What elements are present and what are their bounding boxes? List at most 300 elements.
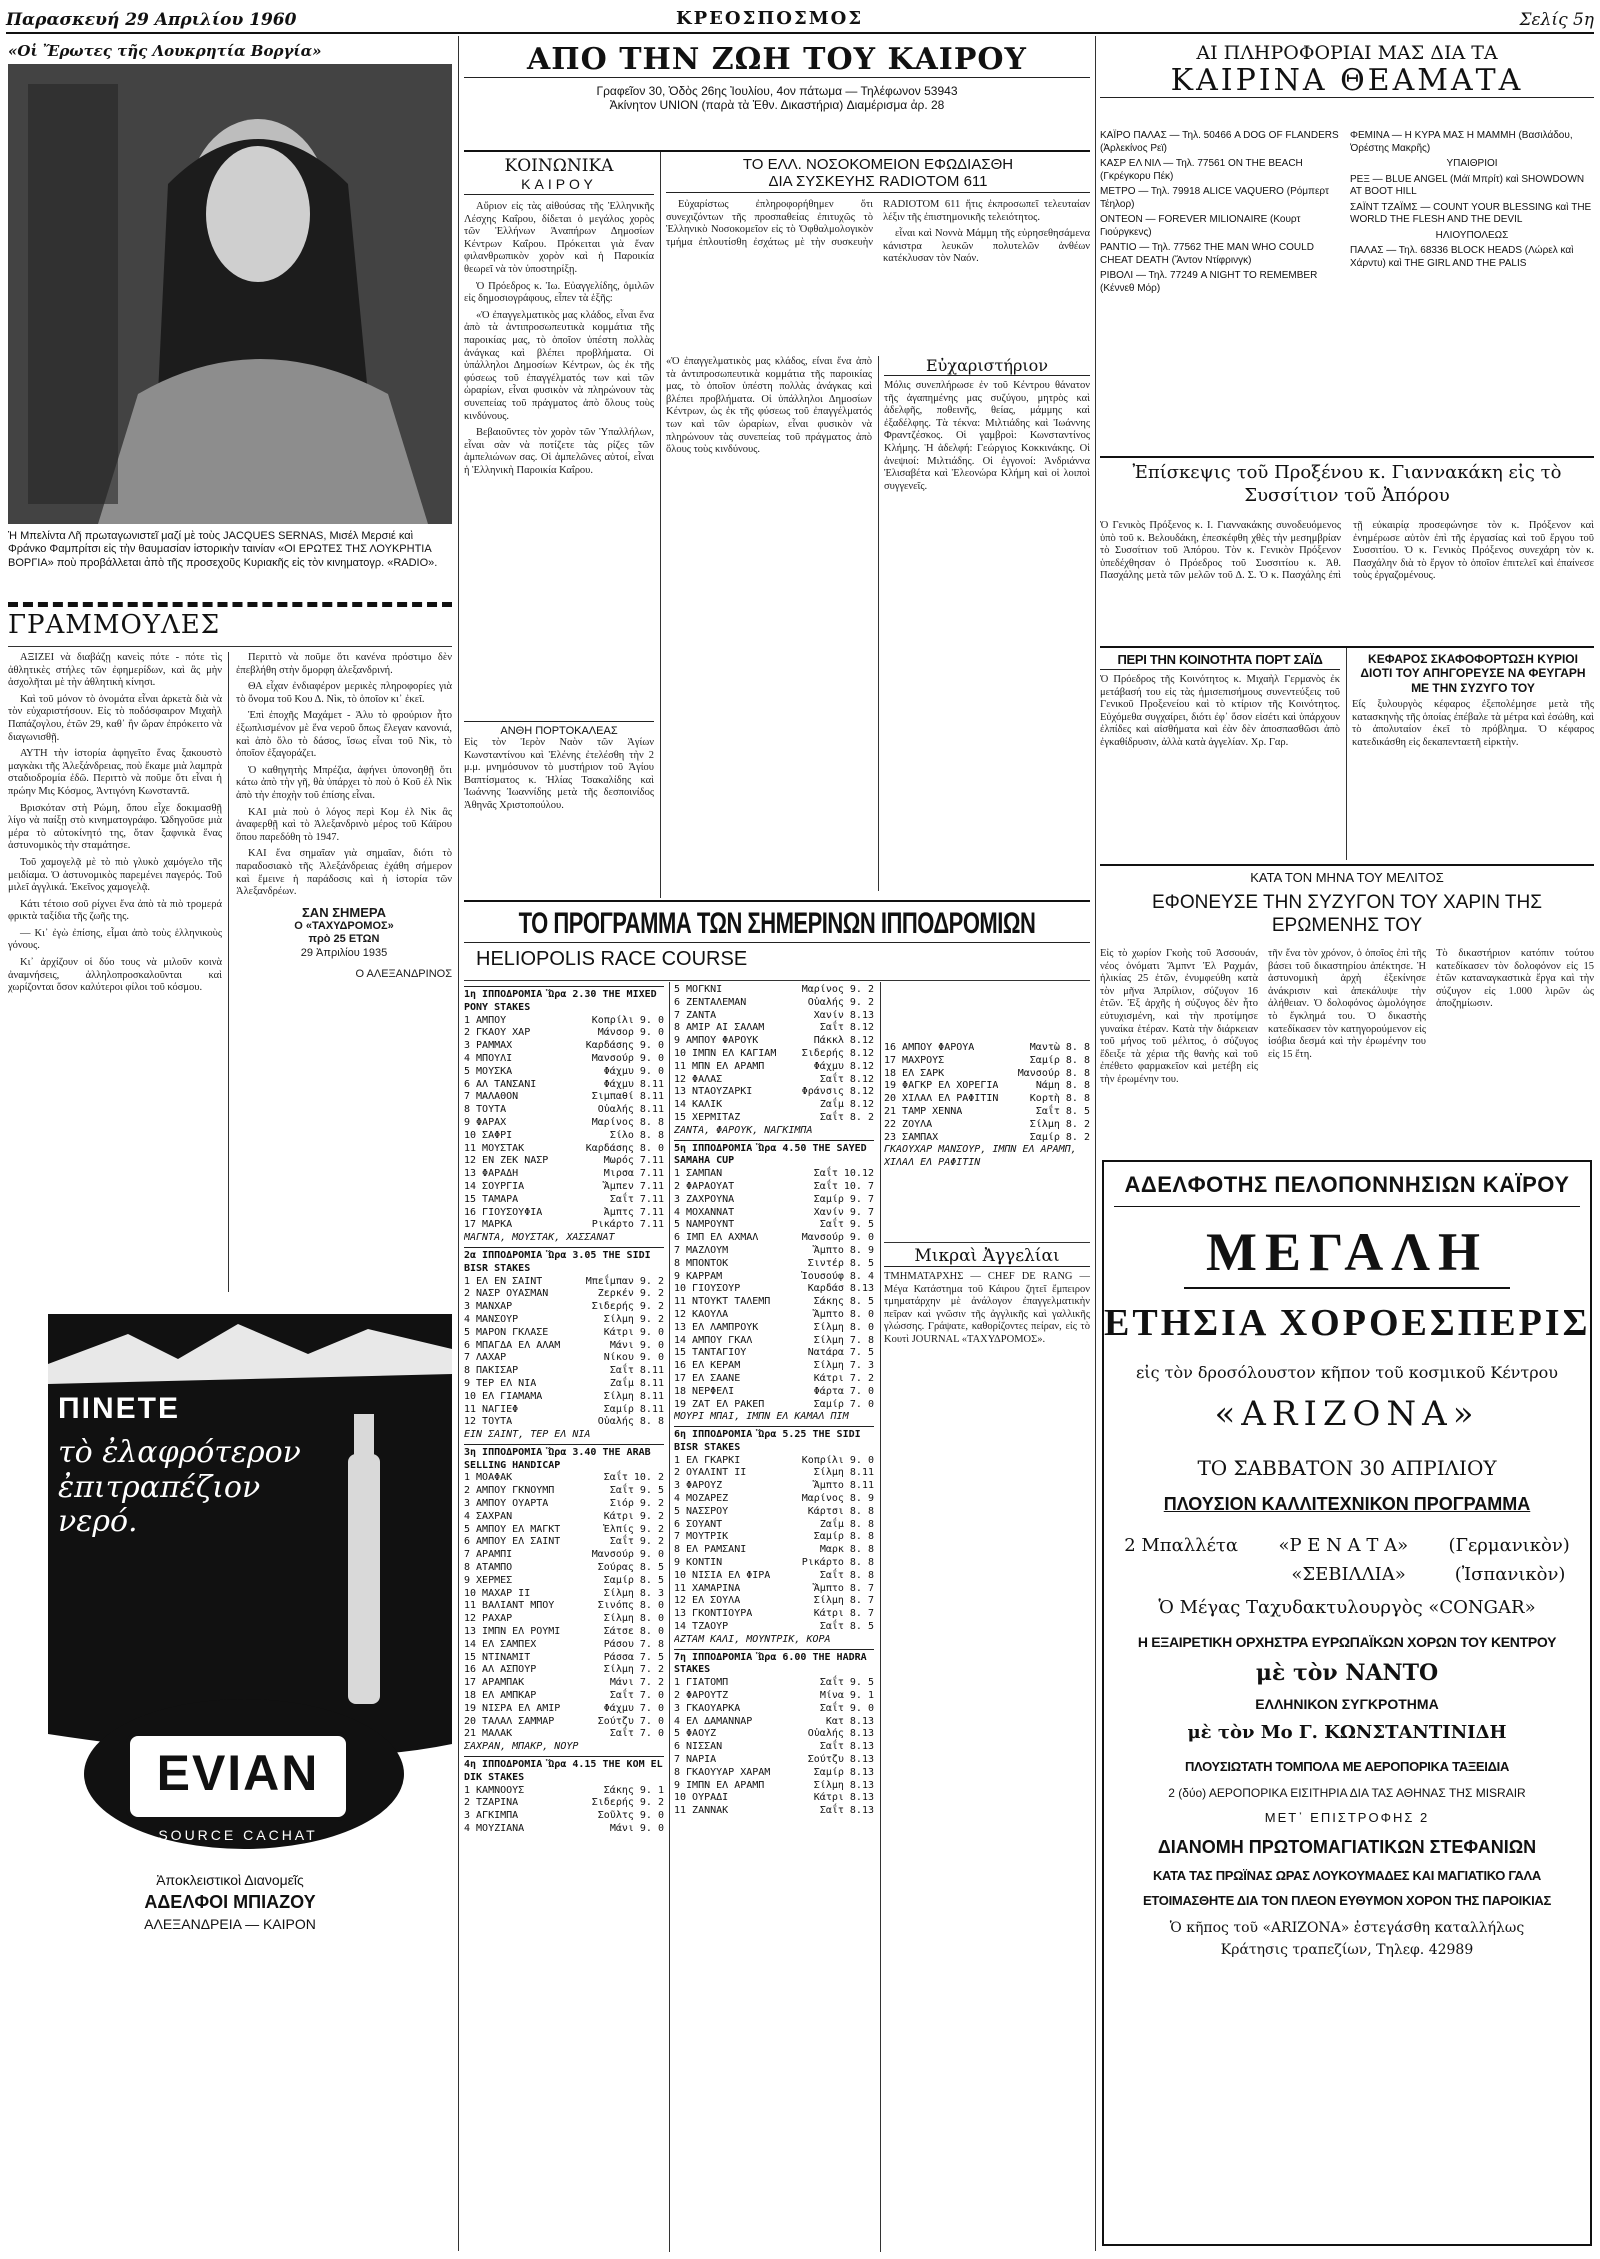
thanks-section xyxy=(884,356,1090,680)
race-entry xyxy=(464,1040,664,1053)
race-entry xyxy=(464,1143,664,1156)
race-entry xyxy=(674,1335,874,1348)
race-entry xyxy=(674,1703,874,1716)
race-entry xyxy=(674,1805,874,1818)
horse-name: 1 ΕΛ ΕΝ ΣΑΪΝΤ xyxy=(464,1275,543,1287)
jockey-weight: Φάχμυ 8.12 xyxy=(813,1060,874,1072)
race-entry xyxy=(674,1583,874,1596)
horse-name: 7 ΜΑΖΛΟΥΜ xyxy=(674,1244,729,1256)
race-entry xyxy=(464,1391,664,1404)
horse-name: 14 ΑΜΠΟΥ ΓΚΑΛ xyxy=(674,1334,753,1346)
race-column-3 xyxy=(884,1042,1090,1242)
jockey-weight: Κάτρι 7. 2 xyxy=(813,1372,874,1384)
horse-name: 17 ΜΑΡΚΑ xyxy=(464,1219,513,1231)
horse-name: 10 ΙΜΠΝ ΕΛ ΚΑΓΙΑΜ xyxy=(674,1047,777,1059)
jockey-weight: Σίλμη 8. 7 xyxy=(813,1595,874,1607)
jockey-weight: Σαΐτ 9. 0 xyxy=(819,1702,874,1714)
horse-name: 11 ΧΑΜΑΡΙΝΑ xyxy=(674,1582,741,1594)
cinema-title-2: ΚΑΙΡΙΝΑ ΘΕΑΜΑΤΑ xyxy=(1100,64,1594,98)
jockey-weight: Νατάρα 7. 5 xyxy=(807,1347,874,1359)
race-entry xyxy=(464,1027,664,1040)
race-header: 2α ΙΠΠΟΔΡΟΜΙΑ Ὥρα 3.05 THE SIDI BISR STAKES xyxy=(464,1247,664,1276)
jockey-weight: Ἐλπίς 9. 2 xyxy=(603,1523,664,1535)
horse-name: 7 ΝΑΡΙΑ xyxy=(674,1754,717,1766)
jockey-weight: Σαΐτ 7. 0 xyxy=(609,1728,664,1740)
race-entry xyxy=(884,1080,1090,1093)
race-entry xyxy=(674,1074,874,1087)
horse-name: 2 ΝΑΣΡ ΟΥΑΣΜΑΝ xyxy=(464,1288,549,1300)
jockey-weight: Μάνι 9. 0 xyxy=(609,1339,664,1351)
race-entry xyxy=(464,1365,664,1378)
horse-name: 11 ΝΑΓΙΕΦ xyxy=(464,1403,519,1415)
jockey-weight: Ἄμπτο 8. 7 xyxy=(813,1582,874,1594)
race-entry xyxy=(884,1106,1090,1119)
race-entry xyxy=(674,1519,874,1532)
jockey-weight: Σάκης 8. 5 xyxy=(813,1296,874,1308)
meleto-col3: Τὸ δικαστήριον κατόπιν τούτου κατεδίκασεν τὸν δολοφόνον εἰς 15 ἐτῶν καταναγκαστικὰ ἔργα καὶ τὴν σύζυγον εἰς 1.000 λιρῶν ὡς ἀποζημίωσιν. xyxy=(1436,948,1594,1010)
race-entry xyxy=(884,1068,1090,1081)
race-entry xyxy=(674,1048,874,1061)
evian-source: SOURCE CACHAT xyxy=(158,1827,318,1843)
race-entry xyxy=(464,1562,664,1575)
horse-name: 3 ΦΑΡΟΥΖ xyxy=(674,1480,723,1492)
jockey-weight: Σίλο 8. 8 xyxy=(609,1129,664,1141)
race-entry xyxy=(674,1283,874,1296)
section-rule xyxy=(464,980,1090,981)
evian-brand: EVIAN xyxy=(156,1745,320,1801)
race-entry xyxy=(464,1314,664,1327)
paragraph: Ὁ καθηγητὴς Μπρέζια, ἀφήνει ὑπονοηθῇ ὅτι κάτω ἀπὸ τὴν γῆ, θὰ ὑπάρχει τὸ ποὺ ὁ Κοῦ ἐλ Νὶκ ἀπὸ τὴν ἐποχὴν τοῦ ἐπίσης εἶναι. xyxy=(236,764,452,801)
horse-name: 7 ΖΑΝΤΑ xyxy=(674,1009,717,1021)
horse-name: 4 ΜΟΥΖΙΑΝΑ xyxy=(464,1823,525,1834)
jockey-weight: Σιδερής 9. 2 xyxy=(591,1301,664,1313)
ballet-origin: (Γερμανικὸν) xyxy=(1448,1535,1570,1556)
evian-dist-name: ΑΔΕΛΦΟΙ ΜΠΙΑΖΟΥ xyxy=(144,1892,316,1912)
horse-name: 6 ΙΜΠ ΕΛ ΑΧΜΑΛ xyxy=(674,1232,759,1244)
portsaid-section xyxy=(1100,652,1340,874)
arizona-venue: «ΑRΙΖΟΝΑ» xyxy=(1214,1394,1480,1434)
kefaros-title: ΚΕΦΑΡΟΣ ΣΚΑΦΟΦΟΡΤΩΣΗ ΚΥΡΙΟΙ ΔΙΟΤΙ ΤΟΥ ΑΠΗΓΟΡΕΥΣΕ ΝΑ ΦΕΥΓΑΡΗ ΜΕ ΤΗΝ ΣΥΖΥΓΟ ΤΟΥ xyxy=(1360,652,1586,695)
horse-name: 11 ΜΠΝ ΕΛ ΑΡΑΜΠ xyxy=(674,1060,765,1072)
race-entry xyxy=(464,1549,664,1562)
race-entry xyxy=(674,1061,874,1074)
san-simera-sub: Ο «ΤΑΧΥΔΡΟΜΟΣ» xyxy=(294,920,394,933)
horse-name: 3 ΖΑΧΡΟΥΝΑ xyxy=(674,1193,735,1205)
jockey-weight: Σαΐτ 8. 8 xyxy=(819,1569,874,1581)
race-entry xyxy=(464,1015,664,1028)
column-divider xyxy=(878,356,879,891)
section-rule xyxy=(464,150,1090,152)
notice-body: Εἰς τὸν Ἱερὸν Ναὸν τῶν Ἁγίων Κωνσταντίνου καὶ Ἑλένης ἐτελέσθη τὴν 2 μ.μ. μνημόσυνον τὸ μυστήριον τοῦ Ἁγίου Βαπτίσματος κ. Ἠλίας Τσακαλίδης καὶ Ἰωάννης Ἰωαννίδης μετὰ τῆς δεσποινίδος Ἀθηνᾶς Χριστοπούλου. xyxy=(464,737,654,811)
column-divider xyxy=(458,36,459,2251)
arizona-ready: ΕΤΟΙΜΑΣΘΗΤΕ ΔΙΑ ΤΟΝ ΠΛΕΟΝ ΕΥΘΥΜΟΝ ΧΟΡΟΝ ΤΗΣ ΠΑΡΟΙΚΙΑΣ xyxy=(1143,1893,1551,1908)
race-entry xyxy=(674,1741,874,1754)
race-column-2 xyxy=(674,984,874,2252)
race-favourites: ΕΙΝ ΣΑΙΝΤ, ΤΕΡ ΕΛ ΝΙΑ xyxy=(464,1429,591,1441)
cinema-listing: ΚΑΣΡ ΕΛ ΝΙΛ — Τηλ. 77561 ON THE BEACH (Γκρέγκορυ Πέκ) xyxy=(1100,158,1303,182)
jockey-weight: Ζαΐμ 8. 8 xyxy=(819,1518,874,1530)
horse-name: 5 ΦΑΟΥΖ xyxy=(674,1728,717,1740)
arizona-nando: μὲ τὸν ΝΑΝΤΟ xyxy=(1255,1660,1439,1686)
section-rule xyxy=(1100,646,1594,648)
ballet-name: «Ρ Ε Ν Α Τ Α» xyxy=(1278,1535,1409,1556)
race-entry xyxy=(674,1493,874,1506)
jockey-weight: Κοπρίλι 9. 0 xyxy=(591,1014,664,1026)
thanks-title: Εὐχαριστήριον xyxy=(884,356,1090,376)
horse-name: 7 ΛΑΧΑΡ xyxy=(464,1352,507,1364)
race-entry xyxy=(674,1399,874,1412)
jockey-weight: Σούρας 8. 5 xyxy=(597,1562,664,1574)
race-entry xyxy=(464,1639,664,1652)
meleto-col1: Εἰς τὸ χωρίον Γκοὴς τοῦ Ἀσσουάν, νέος ὀνόματι Ἄμπντ Ἐλ Ραχμάν, ἡλικίας 25 ἐτῶν, ἐνυμφεύθη κατὰ τὸν μῆνα Ἀπρίλιον, σύζυγον 16 ἐτῶν. Ἐξ ἀρχῆς ἡ σύζυγος δὲν ἦτο εὐτυχισμένη, καὶ τὴν προτίμησε γυναίκα ἑτέραν. Κατὰ τὴν διάρκειαν τοῦ μήνος τοῦ μέλιτος, ὁ σύζυγος ἔδειξε τὰ χέρια τῆς θανὴς καὶ τοῦ ἐπέθετο φαρμακεῖον καὶ μετέβη εἰς τὴν ἐρωμένην του. xyxy=(1100,948,1258,1085)
race-entry xyxy=(884,1055,1090,1068)
horse-name: 18 ΕΛ ΣΑΡΚ xyxy=(884,1067,945,1079)
grammoules-col2 xyxy=(236,652,452,1292)
horse-name: 3 ΓΚΑΟΥΑΡΚΑ xyxy=(674,1702,741,1714)
jockey-weight: Κάτρι 8. 7 xyxy=(813,1608,874,1620)
jockey-weight: Σαΐτ 8. 5 xyxy=(819,1621,874,1633)
horse-name: 17 ΑΡΑΜΠΑΚ xyxy=(464,1677,525,1689)
section-rule xyxy=(464,900,1090,902)
meleto-title: ΕΦΟΝΕΥΣΕ ΤΗΝ ΣΥΖΥΓΟΝ ΤΟΥ ΧΑΡΙΝ ΤΗΣ ΕΡΩΜΕΝΗΣ ΤΟΥ xyxy=(1151,892,1543,936)
horse-name: 8 ΜΠΟΝΤΟΚ xyxy=(674,1257,729,1269)
race-header: 3η ΙΠΠΟΔΡΟΜΙΑ Ὥρα 3.40 THE ARAB SELLING HANDICAP xyxy=(464,1444,664,1473)
race-entry xyxy=(464,1066,664,1079)
race-entry xyxy=(674,1480,874,1493)
horse-name: 3 ΜΑΝΧΑΡ xyxy=(464,1301,513,1313)
race-entry xyxy=(464,1404,664,1417)
horse-name: 4 ΜΟΧΑΝΝΑΤ xyxy=(674,1206,735,1218)
race-entry xyxy=(674,1258,874,1271)
section-rule xyxy=(1100,864,1594,866)
jockey-weight: Νάμη 8. 8 xyxy=(1035,1080,1090,1092)
classified-title: Μικραὶ Ἀγγελίαι xyxy=(884,1242,1090,1267)
horse-name: 9 ΚΑΡΡΑΜ xyxy=(674,1270,723,1282)
jockey-weight: Σαΐτ 9. 5 xyxy=(819,1677,874,1689)
cinema-listing: ΡΕΞ — BLUE ANGEL (Μάϊ Μπρίτ) καὶ SHOWDOWN AT BOOT HILL xyxy=(1350,173,1585,197)
horse-name: 13 ΙΜΠΝ ΕΛ ΡΟΥΜΙ xyxy=(464,1626,561,1638)
horse-name: 1 ΣΑΜΠΑΝ xyxy=(674,1168,723,1180)
arizona-footer-2: Κράτησις τραπεζίων, Τηλεφ. 42989 xyxy=(1220,1942,1474,1958)
arizona-programme: ΠΛΟΥΣΙΟΝ ΚΑΛΛΙΤΕΧΝΙΚΟΝ ΠΡΟΓΡΑΜΜΑ xyxy=(1163,1494,1531,1514)
masthead xyxy=(6,6,1594,34)
jockey-weight: Σίλμη 8.11 xyxy=(813,1467,874,1479)
horse-name: 9 ΑΜΠΟΥ ΦΑΡΟΥΚ xyxy=(674,1035,759,1047)
race-entry xyxy=(464,1613,664,1626)
jockey-weight: Μαρίνος 9. 2 xyxy=(801,984,874,995)
horse-name: 13 ΦΑΡΑΔΗ xyxy=(464,1168,519,1180)
race-entry xyxy=(674,1728,874,1741)
hospital-subtitle: ΔΙΑ ΣΥΣΚΕΥΗΣ RADIOTOM 611 xyxy=(666,173,1090,193)
horse-name: 7 ΜΟΥΤΡΙΚ xyxy=(674,1531,729,1543)
race-favourites: ΜΟΥΡΙ ΜΠΑΙ, ΙΜΠΝ ΕΛ ΚΑΜΑΛ ΠΙΜ xyxy=(674,1411,849,1423)
classified-section xyxy=(884,1242,1090,1361)
masthead-page: Σελίς 5η xyxy=(1519,10,1594,30)
race-entry xyxy=(464,1168,664,1181)
paragraph: ΑΞΙΖΕΙ νὰ διαβάζῃ κανεὶς πότε - πότε τὶς ἀθλητικὲς στήλες τῶν ἐφημερίδων, καὶ ἂς μὴν ἀσχολῆται μὲ τὴν ἀθλητικὴ κίνησι. xyxy=(8,652,222,689)
jockey-weight: Σαΐτ 8. 2 xyxy=(819,1111,874,1123)
race-entry xyxy=(464,1677,664,1690)
race-entry xyxy=(884,1042,1090,1055)
jockey-weight: Σίλμη 8. 3 xyxy=(603,1587,664,1599)
race-entry xyxy=(674,1386,874,1399)
horse-name: 8 ΑΤΑΜΠΟ xyxy=(464,1562,513,1574)
jockey-weight: Ζαΐμ 8.11 xyxy=(609,1377,664,1389)
cinema-listing: ΟΝΤΕΟΝ — FOREVER MILIONAIRE (Κουρτ Γιούργκενς) xyxy=(1100,214,1301,238)
horse-name: 6 ΖΕΝΤΑΛΕΜΑΝ xyxy=(674,996,747,1008)
race-entry xyxy=(464,1155,664,1168)
jockey-weight: Σαΐτ 8.13 xyxy=(819,1741,874,1753)
race-entry xyxy=(674,1716,874,1729)
horse-name: 15 ΤΑΝΤΑΓΙΟΥ xyxy=(674,1347,747,1359)
horse-name: 22 ΖΟΥΛΑ xyxy=(884,1118,933,1130)
ballet-origin: (Ἰσπανικὸν) xyxy=(1454,1564,1566,1585)
race-title: ΤΟ ΠΡΟΓΡΑΜΜΑ ΤΩΝ ΣΗΜΕΡΙΝΩΝ ΙΠΠΟΔΡΟΜΙΩΝ xyxy=(518,906,1036,940)
horse-name: 16 ΑΜΠΟΥ ΦΑΡΟΥΑ xyxy=(884,1042,975,1053)
race-entry xyxy=(674,1455,874,1468)
jockey-weight: Σαΐτ 8.12 xyxy=(819,1073,874,1085)
paragraph: ΚΑΙ ἕνα σημαῖαν γιὰ σημαῖαν, διότι τὸ παραδοσιακὸ τῆς Ἀλεξάνδρειας ἐχάθη σήμερον καὶ ἔμεινε ἡ παράδοσις καὶ ἡ ἰστορία τῶν Ἀλεξανδρέων. xyxy=(236,848,452,898)
horse-name: 11 ΜΟΥΣΤΑΚ xyxy=(464,1142,525,1154)
hospital-title: ΤΟ ΕΛΛ. ΝΟΣΟΚΟΜΕΙΟΝ ΕΦΩΔΙΑΣΘΗ xyxy=(742,156,1014,173)
jockey-weight: Οὐαλής 9. 2 xyxy=(807,996,874,1008)
cinema-listing: ΣΑΪΝΤ ΤΖΑΪΜΣ — COUNT YOUR BLESSING καὶ THE WORLD THE FLESH AND THE DEVIL xyxy=(1350,201,1592,225)
race-entry xyxy=(464,1130,664,1143)
race-entry xyxy=(464,1472,664,1485)
jockey-weight: Σίλμη 8. 2 xyxy=(1029,1118,1090,1130)
hospital-continued: «Ὁ ἐπαγγελματικὸς μας κλάδος, εἶναι ἕνα ἀπὸ τὰ ἀντιπροσωπευτικὰ κομμάτια τῆς παροικίας μας, τὸ ὁποῖον ὑπέστη πολλὰς ἀνάγκας καὶ βλέπει προβλήματα. Οἱ ὑπάλληλοι Δημοσίων Κέντρων, ὡς ἐκ τῆς φύσεως τοῦ ἐπαγγέλματός των καὶ τῶν ὡραρίων, εἶναι φυσικὸν νὰ πληρώνουν τὰς συνεπείας τοῦ πράγματος ἀπὸ ὅλους τοὺς κινδύνους. xyxy=(666,356,872,456)
horse-name: 6 ΝΙΣΣΑΝ xyxy=(674,1741,723,1753)
race-entry xyxy=(464,1652,664,1665)
race-entry xyxy=(674,1792,874,1805)
jockey-weight: Μανσούρ 9. 0 xyxy=(591,1052,664,1064)
jockey-weight: Μίνα 9. 1 xyxy=(819,1690,874,1702)
jockey-weight: Σαΐτ 10. 2 xyxy=(603,1472,664,1484)
race-entry xyxy=(464,1600,664,1613)
race-entry xyxy=(884,1093,1090,1106)
meleto-kicker: ΚΑΤΑ ΤΟΝ ΜΗΝΑ ΤΟΥ ΜΕΛΙΤΟΣ xyxy=(1250,870,1444,885)
horse-name: 19 ΝΙΣΡΑ ΕΛ ΑΜΙΡ xyxy=(464,1702,561,1714)
race-entry xyxy=(464,1511,664,1524)
race-entry xyxy=(674,997,874,1010)
evian-ad xyxy=(8,1304,452,1864)
photo-title: «Οἱ Ἔρωτες τῆς Λουκρητία Βοργία» xyxy=(8,42,322,60)
horse-name: 6 ΜΠΑΓΔΑ ΕΛ ΑΛΑΜ xyxy=(464,1339,561,1351)
horse-name: 4 ΜΟΖΑΡΕΖ xyxy=(674,1493,729,1505)
jockey-weight: Μαρίνος 8. 8 xyxy=(591,1116,664,1128)
jockey-weight: Φάχμυ 7. 0 xyxy=(603,1702,664,1714)
jockey-weight: Ρικάρτο 7.11 xyxy=(591,1219,664,1231)
horse-name: 19 ΦΑΓΚΡ ΕΛ ΧΟΡΕΓΙΑ xyxy=(884,1080,999,1092)
race-entry xyxy=(674,1767,874,1780)
paragraph: ΑΥΤΗ τὴν ἱστορία ἀφηγεῖτο ἕνας ξακουστὸ μαγκὰκι τῆς Ἀλεξάνδρειας, ποὺ ἔκαμε μιὰ λαμπρὰ σταδιοδρομία ἐδῶ. Περιττὸ νὰ ποῦμε ὅτι εἶναι ἡ πρώην Μις Κόσμος, Ἀντιγόνη Κωνσταντᾶ. xyxy=(8,748,222,797)
cinema-title: ΑΙ ΠΛΗΡΟΦΟΡΙΑΙ ΜΑΣ ΔΙΑ ΤΑ xyxy=(1196,42,1498,64)
koinonika-body xyxy=(464,201,654,721)
jockey-weight: Οὐαλής 8.13 xyxy=(807,1728,874,1740)
race-entry xyxy=(674,1557,874,1570)
jockey-weight: Σούτζυ 7. 0 xyxy=(597,1715,664,1727)
paragraph: Καὶ τοῦ μόνον τὸ ὀνομάτα εἶναι ἀρκετὰ διὰ νὰ τὸν εὐχαριστήσουν. Εἰς τὸ ποδόσφαιρον Μιχαὴλ Παπάζογλου, ἐτῶν 29, καθ᾽ ἢν ὥραν ἐπρόκειτο νὰ διαγωνισθῇ. xyxy=(8,693,222,743)
arizona-distribution: ΔΙΑΝΟΜΗ ΠΡΩΤΟΜΑΓΙΑΤΙΚΩΝ ΣΤΕΦΑΝΙΩΝ xyxy=(1157,1837,1537,1857)
horse-name: 14 ΕΛ ΣΑΜΠΕΧ xyxy=(464,1638,537,1650)
hospital-section xyxy=(666,156,1090,492)
race-entry xyxy=(464,1276,664,1289)
race-entry xyxy=(674,1690,874,1703)
race-entry xyxy=(674,1245,874,1258)
race-favourites: ΑΖΤΑΜ ΚΑΛΙ, ΜΟΥΝΤΡΙΚ, ΚΟΡΑ xyxy=(674,1633,831,1645)
column-divider xyxy=(228,652,229,1292)
portsaid-title: ΠΕΡΙ ΤΗΝ ΚΟΙΝΟΤΗΤΑ ΠΟΡΤ ΣΑΪΔ xyxy=(1100,652,1340,670)
race-entry xyxy=(674,1373,874,1386)
race-entry xyxy=(464,1664,664,1677)
jockey-weight: Καρδάσης 8. 0 xyxy=(585,1142,664,1154)
horse-name: 12 ΚΑΟΥΛΑ xyxy=(674,1308,729,1320)
race-entry xyxy=(464,1728,664,1741)
race-entry xyxy=(464,1288,664,1301)
paragraph: Βεβαιοῦντες τὸν χορὸν τῶν Ὑπαλλήλων, εἶναι σὰν νὰ ποτίζετε τὰς ρίζες τῶν ἀμπελιώνων σας. Οἱ ἀμπελῶνες αὐτοί, εἶναι ἡ Ἑλληνικὴ Παροικία Καΐρου. xyxy=(464,427,654,476)
race-entry xyxy=(674,1570,874,1583)
jockey-weight: Φάχμυ 9. 0 xyxy=(603,1065,664,1077)
horse-name: 14 ΣΟΥΡΓΙΑ xyxy=(464,1180,525,1192)
jockey-weight: Κάτρι 9. 0 xyxy=(603,1326,664,1338)
arizona-greek-group: ΕΛΛΗΝΙΚΟΝ ΣΥΓΚΡΟΤΗΜΑ xyxy=(1255,1696,1439,1712)
arizona-konst: μὲ τὸν Μο Γ. ΚΩΝΣΤΑΝΤΙΝΙΔΗ xyxy=(1187,1722,1507,1743)
race-header: 1η ΙΠΠΟΔΡΟΜΙΑ Ὥρα 2.30 THE MIXED PONY STAKES xyxy=(464,986,664,1015)
jockey-weight: Μάνι 7. 2 xyxy=(609,1677,664,1689)
section-rule xyxy=(1100,456,1594,458)
horse-name: 1 ΑΜΠΟΥ xyxy=(464,1014,507,1026)
jockey-weight: Μανσούρ 9. 0 xyxy=(591,1549,664,1561)
horse-name: 16 ΓΙΟΥΣΟΥΦΙΑ xyxy=(464,1206,543,1218)
section-rule xyxy=(8,646,452,647)
paragraph: Κάτι τέτοιο σοῦ ρίχνει ἕνα ἀπὸ τὰ πιὸ τρομερά φρικτὰ ταξίδια τῆς ζωῆς της. xyxy=(8,898,222,923)
jockey-weight: Φάχμυ 8.11 xyxy=(603,1078,664,1090)
race-entry xyxy=(674,1531,874,1544)
jockey-weight: Ἄμπτο 8. 9 xyxy=(813,1244,874,1256)
horse-name: 20 ΧΙΛΑΛ ΕΛ ΡΑΦΙΤΙΝ xyxy=(884,1093,999,1105)
grammoules-col1 xyxy=(8,652,222,1292)
horse-name: 6 ΑΛ ΤΑΝΣΑΝΙ xyxy=(464,1078,537,1090)
cinema-subhead: ΥΠΑΙΘΡΙΟΙ xyxy=(1446,158,1498,169)
jockey-weight: Ἄμπεν 7.11 xyxy=(603,1180,664,1192)
jockey-weight: Μαρκ 8. 8 xyxy=(819,1544,874,1556)
jockey-weight: Σίλμη 8. 0 xyxy=(603,1613,664,1625)
race-entry xyxy=(674,1347,874,1360)
race-entry xyxy=(674,1322,874,1335)
jockey-weight: Σαμίρ 8. 5 xyxy=(603,1574,664,1586)
evian-headline: ΠΙΝΕΤΕ xyxy=(58,1392,181,1425)
horse-name: 19 ΖΑΤ ΕΛ ΡΑΚΕΠ xyxy=(674,1398,765,1410)
horse-name: 20 ΤΑΛΑΛ ΣΑΜΜΑΡ xyxy=(464,1715,555,1727)
race-entry xyxy=(674,1360,874,1373)
race-entry xyxy=(464,1498,664,1511)
race-header: 5η ΙΠΠΟΔΡΟΜΙΑ Ὥρα 4.50 THE SAYED SAMAHA CUP xyxy=(674,1140,874,1169)
horse-name: 16 ΕΛ ΚΕΡΑΜ xyxy=(674,1360,741,1372)
jockey-weight: Σαμίρ 8. 8 xyxy=(813,1531,874,1543)
koinonika-title: ΚΟΙΝΩΝΙΚΑ xyxy=(504,156,614,176)
horse-name: 8 ΠΑΚΙΣΑΡ xyxy=(464,1365,519,1377)
race-entry xyxy=(464,1524,664,1537)
jockey-weight: Σαΐτ 10. 7 xyxy=(813,1180,874,1192)
jockey-weight: Καρδάσης 9. 0 xyxy=(585,1040,664,1052)
jockey-weight: Σάτσε 8. 0 xyxy=(603,1626,664,1638)
arizona-footer-1: Ὁ κῆπος τοῦ «ARIZONA» ἐστεγάσθη καταλλήλως xyxy=(1169,1920,1525,1936)
horse-name: 10 ΕΛ ΓΙΑΜΑΜΑ xyxy=(464,1390,543,1402)
horse-name: 10 ΣΑΦΡΙ xyxy=(464,1129,513,1141)
horse-name: 8 ΕΛ ΡΑΜΣΑΝΙ xyxy=(674,1544,747,1556)
section-rule xyxy=(464,942,1090,943)
column-divider xyxy=(1095,36,1096,2251)
column-divider xyxy=(660,152,661,898)
photo-caption: Ἡ Μπελίντα Λῆ πρωταγωνιστεῖ μαζί μὲ τοὺς JACQUES SERNAS, Μισέλ Μερσιέ καὶ Φράνκο Φαμπρίτσι εἰς τὴν θαυμασίαν ἱστορικὴν ταινίαν «ΟΙ ΕΡΩΤΕΣ ΤΗΣ ΛΟΥΚΡΗΤΙΑ ΒΟΡΓΙΑ» ποὺ προβάλλεται ἀπὸ τῆς προσεχοῦς Κυριακῆς εἰς τὸν κινηματογρ. «RADIO». xyxy=(8,530,438,569)
arizona-flowers: ΚΑΤΑ ΤΑΣ ΠΡΩΪΝΑΣ ΩΡΑΣ ΛΟΥΚΟΥΜΑΔΕΣ ΚΑΙ ΜΑΓΙΑΤΙΚΟ ΓΑΛΑ xyxy=(1152,1868,1542,1883)
jockey-weight: Ἄμπτο 8. 0 xyxy=(813,1308,874,1320)
san-simera-title: ΣΑΝ ΣΗΜΕΡΑ xyxy=(302,904,386,920)
koinonika-subtitle: ΚΑΙΡΟΥ xyxy=(464,176,654,195)
jockey-weight: Ζερκέν 9. 2 xyxy=(597,1288,664,1300)
section-rule xyxy=(884,1242,1090,1243)
jockey-weight: Ράσου 7. 8 xyxy=(603,1638,664,1650)
horse-name: 5 ΜΟΓΚΝΙ xyxy=(674,984,723,995)
horse-name: 1 ΜΟΑΦΑΚ xyxy=(464,1472,513,1484)
paragraph: Κι᾽ ἀρχίζουν οἱ δύο τους νὰ μιλοῦν κοινὰ ἀναμνήσεις, ἀλληλοπροσκαλοῦνται καὶ χωρίζονται ὅσον καλύτεροι φίλοι τοῦ κόσμου. xyxy=(8,957,222,994)
race-entry xyxy=(674,1232,874,1245)
horse-name: 5 ΜΟΥΣΚΑ xyxy=(464,1065,513,1077)
jockey-weight: Σιδερής 8.12 xyxy=(801,1047,874,1059)
race-entry xyxy=(464,1810,664,1823)
horse-name: 12 ΕΝ ΖΕΚ ΝΑΣΡ xyxy=(464,1155,549,1167)
horse-name: 12 ΡΑΧΑΡ xyxy=(464,1613,513,1625)
jockey-weight: Χανίν 8.13 xyxy=(813,1009,874,1021)
jockey-weight: Σαμίρ 8. 2 xyxy=(1029,1131,1090,1143)
author-signature: Ο ΑΛΕΞΑΝΔΡΙΝΟΣ xyxy=(355,967,452,980)
arizona-tickets: 2 (δύο) ΑΕΡΟΠΟΡΙΚΑ ΕΙΣΙΤΗΡΙΑ ΔΙΑ ΤΑΣ ΑΘΗΝΑΣ ΤΗΣ MISRAIR xyxy=(1168,1786,1526,1800)
notice-title: ΑΝΘΗ ΠΟΡΤΟΚΑΛΕΑΣ xyxy=(464,721,654,737)
race-entry xyxy=(674,1035,874,1048)
race-entry xyxy=(464,1104,664,1117)
jockey-weight: Σίλμη 8. 0 xyxy=(813,1321,874,1333)
cinema-listing: ΜΕΤΡΟ — Τηλ. 79918 ALICE VAQUERO (Ρόμπερτ Τέηλορ) xyxy=(1100,186,1329,210)
race-entry xyxy=(674,1780,874,1793)
race-entry xyxy=(674,1296,874,1309)
race-entry xyxy=(464,1626,664,1639)
life-cairo-title: ΑΠΟ ΤΗΝ ΖΩΗ ΤΟΥ ΚΑΙΡΟΥ xyxy=(464,42,1090,78)
ballet-count: 2 Μπαλλέτα xyxy=(1124,1535,1239,1556)
horse-name: 2 ΦΑΡΟΥΤΖ xyxy=(674,1690,729,1702)
column-divider xyxy=(880,982,881,2252)
race-entry xyxy=(674,984,874,997)
koinonika-section xyxy=(464,156,654,827)
section-rule xyxy=(8,602,452,607)
horse-name: 7 ΑΡΑΜΠΙ xyxy=(464,1549,513,1561)
jockey-weight: Ζαΐμ 8.12 xyxy=(819,1099,874,1111)
race-entry xyxy=(464,1536,664,1549)
race-entry xyxy=(674,1677,874,1690)
jockey-weight: Κάτρι 9. 2 xyxy=(603,1510,664,1522)
jockey-weight: Μιρσα 7.11 xyxy=(603,1168,664,1180)
horse-name: 13 ΝΤΑΟΥΖΑΡΚΙ xyxy=(674,1086,753,1098)
horse-name: 23 ΣΑΜΠΑΧ xyxy=(884,1131,939,1143)
cinema-list-right xyxy=(1350,130,1594,273)
ballet-row-1 xyxy=(1104,1535,1590,1556)
horse-name: 2 ΑΜΠΟΥ ΓΚΝΟΥΜΠ xyxy=(464,1485,555,1497)
arizona-date: ΤΟ ΣΑΒΒΑΤΟΝ 30 ΑΠΡΙΛΙΟΥ xyxy=(1197,1456,1497,1480)
classified-body: ΤΜΗΜΑΤΑΡΧΗΣ — CHEF DE RANG — Μέγα Κατάστημα τοῦ Κάιρου ζητεῖ ἔμπειρον τμηματάρχην μὲ ἀνάλογον ἐπαγγελματικὴν πεῖραν καὶ γνῶσιν τῆς ἀγγλικῆς καὶ γαλλικῆς γλώσσης. Γράψατε, καθορίζοντες πείραν, εἰς τὸ Κουτὶ JOURNAL «ΤΑΧΥΔΡΟΜΟΣ». xyxy=(884,1271,1090,1345)
horse-name: 10 ΝΙΣΙΑ ΕΛ ΦΙΡΑ xyxy=(674,1569,771,1581)
consul-body: Ὁ Γενικὸς Πρόξενος κ. Ι. Γιαννακάκης συνοδευόμενος ὑπὸ τοῦ κ. Βελουδάκη, ἐπεσκέφθη χθὲς τὴν μεσημβρίαν τὸ Συσσίτιον τοῦ Ἀπόρου. Τὸν κ. Γενικὸν Πρόξενον ὑπεδέχθησαν ὁ Πρόεδρος τοῦ Συσσιτίου κ. Ἀθ. Πασχάλης μετὰ τῶν μελῶν τοῦ Δ. Σ. Ὁ κ. Πασχάλης ἐπὶ τῇ εὐκαιρίᾳ προσεφώνησε τὸν κ. Πρόξενον καὶ ἐνημέρωσε αὐτὸν ἐπὶ τῆς ἐργασίας καὶ τοῦ ἔργου τοῦ Συσσιτίου. Ὁ κ. Γενικὸς Πρόξενος συνεχάρη τὸν κ. Πασχάλην διὰ τὸ ἔργον τὸ ὁποῖον ἐπιτελεῖ καὶ ἐπαίνεσε τοὺς ἐργαζομένους. xyxy=(1100,520,1594,582)
life-cairo-address: Γραφεῖον 30, Ὁδὸς 26ης Ἰουλίου, 4ον πάτωμα — Τηλέφωνον 53943 xyxy=(596,84,958,98)
arizona-ad xyxy=(1102,1160,1592,2246)
